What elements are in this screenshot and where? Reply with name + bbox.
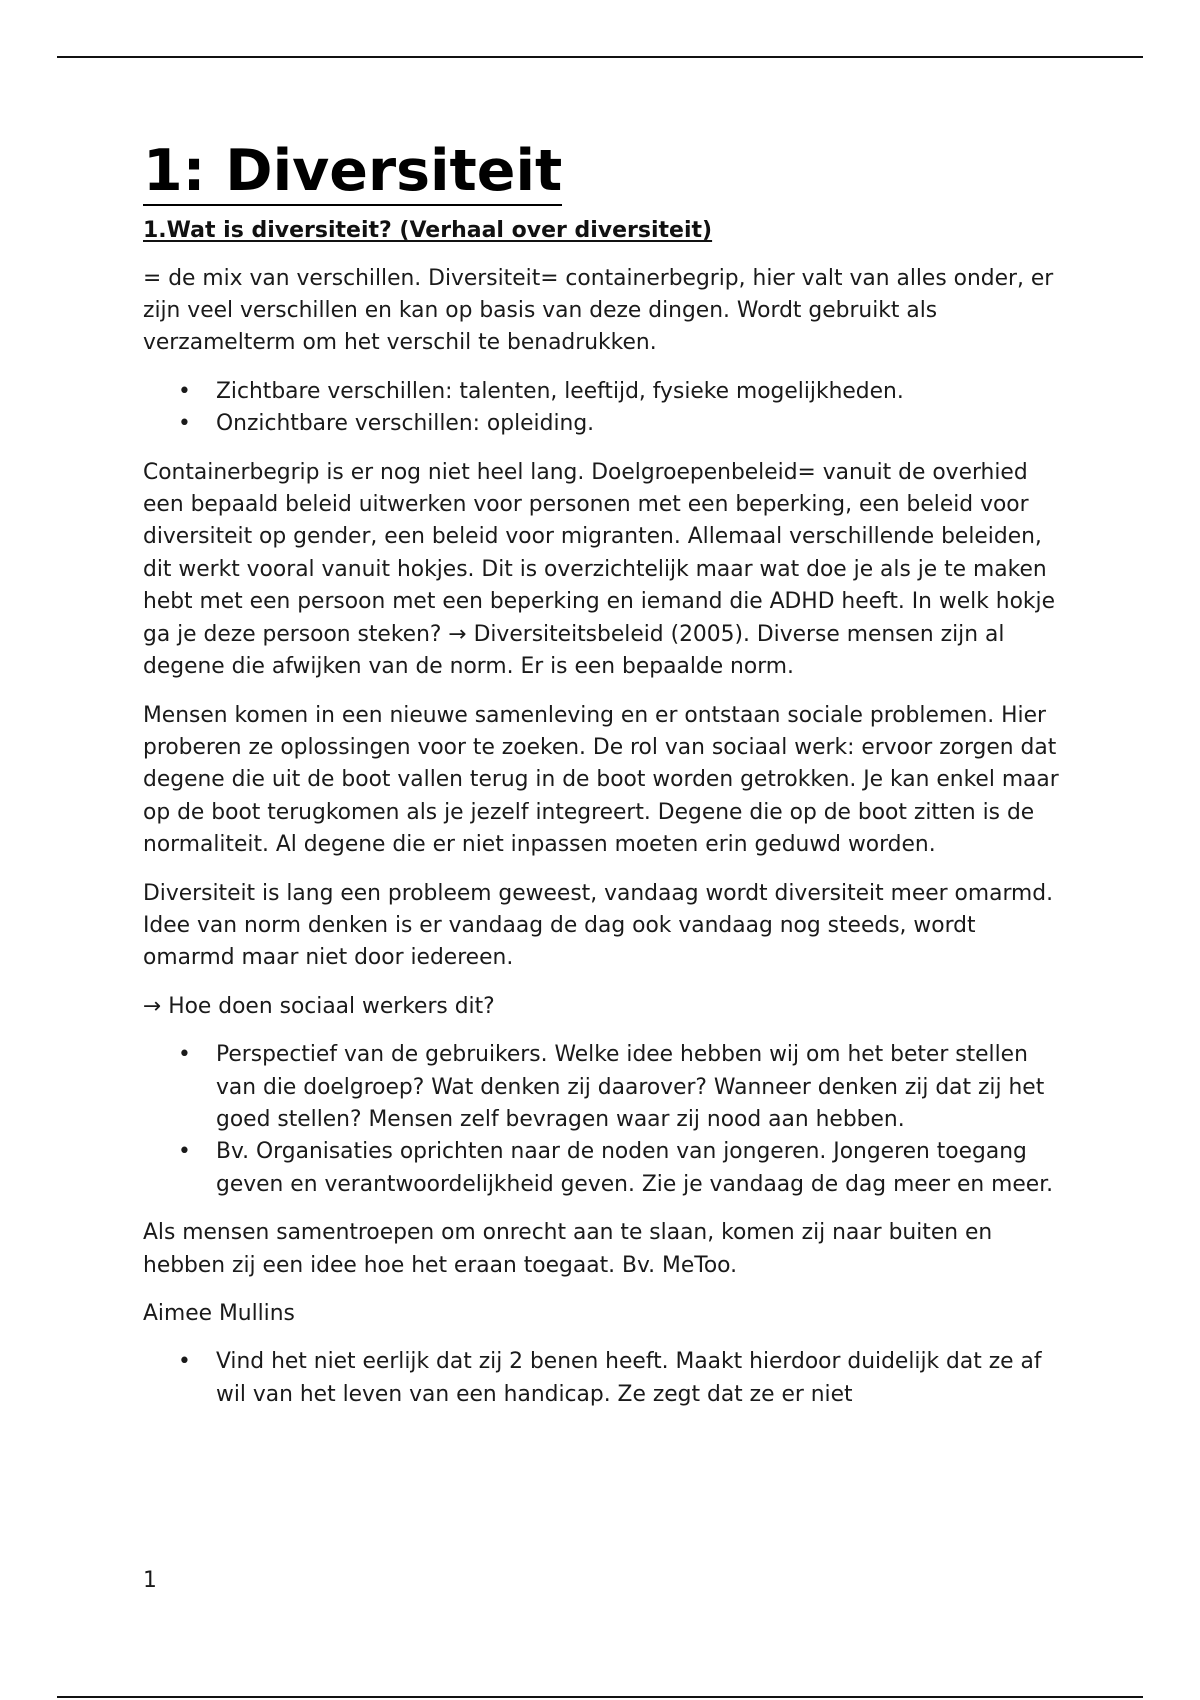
paragraph-embrace: Diversiteit is lang een probleem geweest, vandaag wordt diversiteit meer omarmd. Idee van norm denken is er vandaag de dag ook vandaag nog steeds, wordt omarmd maar niet door iedereen.	[143, 880, 1054, 971]
page-title: 1: Diversiteit	[143, 138, 563, 204]
list-item: • Perspectief van de gebruikers. Welke idee hebben wij om het beter stellen van die doelgroep? Wat denken zij daarover? Wanneer denken zij dat zij het goed stellen? Mensen zelf bevragen waar zij nood aan hebben.	[216, 1039, 1063, 1136]
list-item: • Vind het niet eerlijk dat zij 2 benen heeft. Maakt hierdoor duidelijk dat ze af wil van het leven van een handicap. Ze zegt dat ze er niet	[216, 1346, 1063, 1411]
paragraph-society: Mensen komen in een nieuwe samenleving en er ontstaan sociale problemen. Hier proberen ze oplossingen voor te zoeken. De rol van sociaal werk: ervoor zorgen dat degene die uit de boot vallen terug in de boot worden getrokken. Je kan enkel maar op de boot terugkomen als je jezelf integreert. Degene die op de boot zitten is de normaliteit. Al degene die er niet inpassen moeten erin geduwd worden.	[143, 702, 1059, 858]
paragraph-question: → Hoe doen sociaal werkers dit?	[143, 993, 495, 1019]
paragraph-container-term: Containerbegrip is er nog niet heel lang. Doelgroepenbeleid= vanuit de overhied een bepaald beleid uitwerken voor personen met een beperking, een beleid voor diversiteit op gender, een beleid voor migranten. Allemaal verschillende beleiden, dit werkt vooral vanuit hokjes. Dit is overzichtelijk maar wat doe je als je te maken hebt met een persoon met een beperking en iemand die ADHD heeft. In welk hokje ga je deze persoon steken? → Diversiteitsbeleid (2005). Diverse mensen zijn al degene die afwijken van de norm. Er is een bepaalde norm.	[143, 459, 1055, 680]
paragraph-metoo: Als mensen samentroepen om onrecht aan te slaan, komen zij naar buiten en hebben zij een idee hoe het eraan toegaat. Bv. MeToo.	[143, 1220, 993, 1278]
document-page	[143, 140, 1063, 1411]
paragraph-name: Aimee Mullins	[143, 1301, 295, 1326]
top-rule	[57, 56, 1143, 58]
section-heading: 1.Wat is diversiteit? (Verhaal over diversiteit)	[143, 217, 713, 243]
bullet-list-aimee	[143, 1346, 1063, 1411]
list-item: • Onzichtbare verschillen: opleiding.	[216, 408, 1063, 440]
list-item: • Bv. Organisaties oprichten naar de noden van jongeren. Jongeren toegang geven en verantwoordelijkheid geven. Zie je vandaag de dag meer en meer.	[216, 1136, 1063, 1201]
bullet-list-differences	[143, 376, 1063, 441]
page-number: 1	[143, 1568, 157, 1593]
paragraph-definition: = de mix van verschillen. Diversiteit= containerbegrip, hier valt van alles onder, er zijn veel verschillen en kan op basis van deze dingen. Wordt gebruikt als verzamelterm om het verschil te benadrukken.	[143, 265, 1054, 356]
list-item: • Zichtbare verschillen: talenten, leeftijd, fysieke mogelijkheden.	[216, 376, 1063, 408]
bottom-rule	[57, 1696, 1143, 1698]
bullet-list-social-workers	[143, 1039, 1063, 1201]
